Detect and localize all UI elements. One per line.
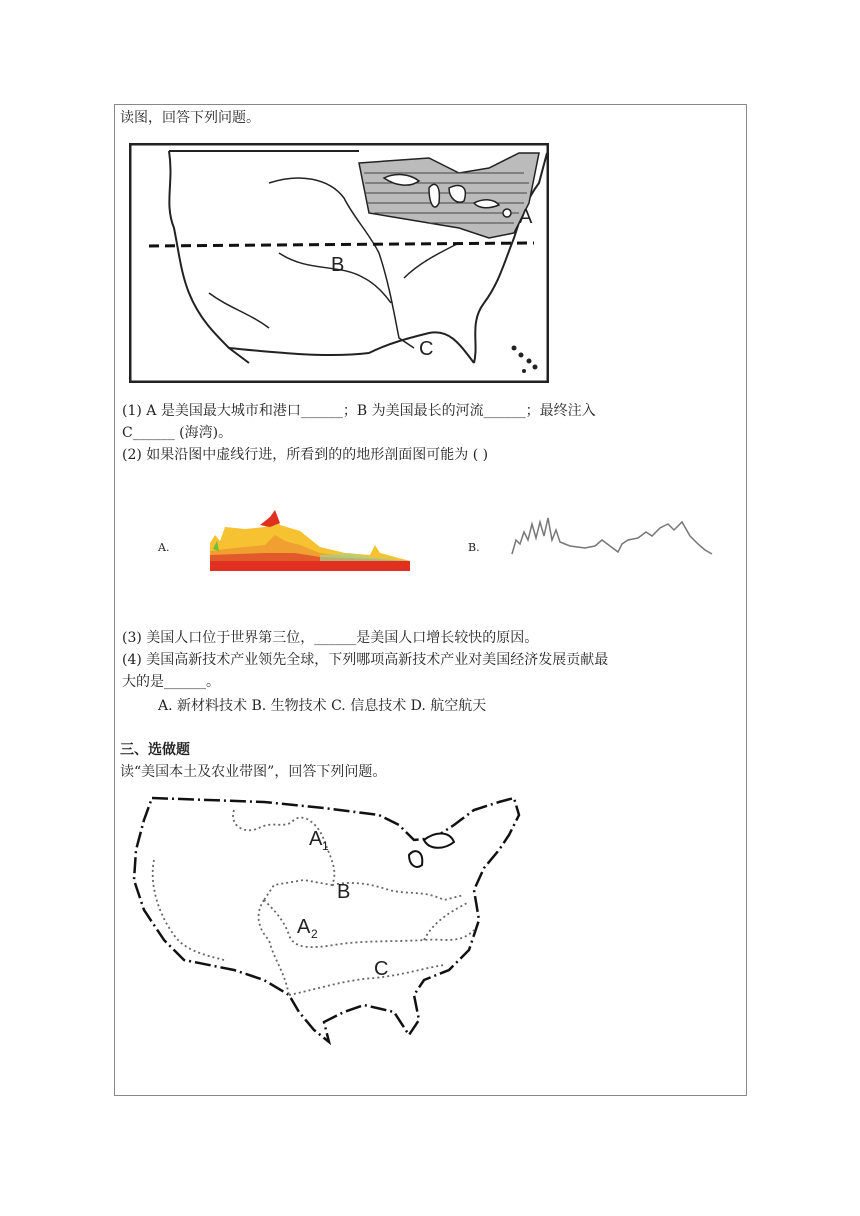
profile-b-label: B. [468, 541, 480, 554]
map2-label-a2: A [297, 916, 311, 938]
map2-label-c: C [374, 958, 389, 980]
q4-line1: (4) 美国高新技术产业领先全球，下列哪项高新技术产业对美国经济发展贡献最 [122, 652, 609, 668]
intro-text: 读图，回答下列问题。 [120, 110, 260, 126]
us-river-map [129, 143, 549, 383]
section3-heading: 三、选做题 [120, 742, 190, 758]
q2-text: (2) 如果沿图中虚线行进，所看到的的地形剖面图可能为 ( ) [122, 447, 489, 463]
section3-intro: 读“美国本土及农业带图”，回答下列问题。 [120, 764, 387, 780]
us-agriculture-map [124, 790, 544, 1050]
profile-a-label: A. [158, 541, 170, 554]
q4-line2: 大的是______。 [122, 674, 220, 690]
map2-label-a1: A [309, 828, 323, 850]
q4-options: A. 新材料技术 B. 生物技术 C. 信息技术 D. 航空航天 [158, 698, 487, 714]
map1-label-b: B [331, 254, 345, 276]
q1-line2: C______ (海湾)。 [122, 425, 233, 441]
profile-a-chart [205, 505, 415, 575]
q1-line1: (1) A 是美国最大城市和港口______；B 为美国最长的河流______；最终注入 [122, 403, 596, 419]
map2-label-a1-sub: 1 [322, 839, 329, 853]
map1-label-c: C [419, 338, 434, 360]
profile-b-chart [510, 510, 715, 560]
q3-text: (3) 美国人口位于世界第三位，______是美国人口增长较快的原因。 [122, 630, 539, 646]
map2-label-b: B [337, 881, 351, 903]
map1-label-a: A [519, 206, 533, 228]
map2-label-a2-sub: 2 [311, 927, 318, 941]
